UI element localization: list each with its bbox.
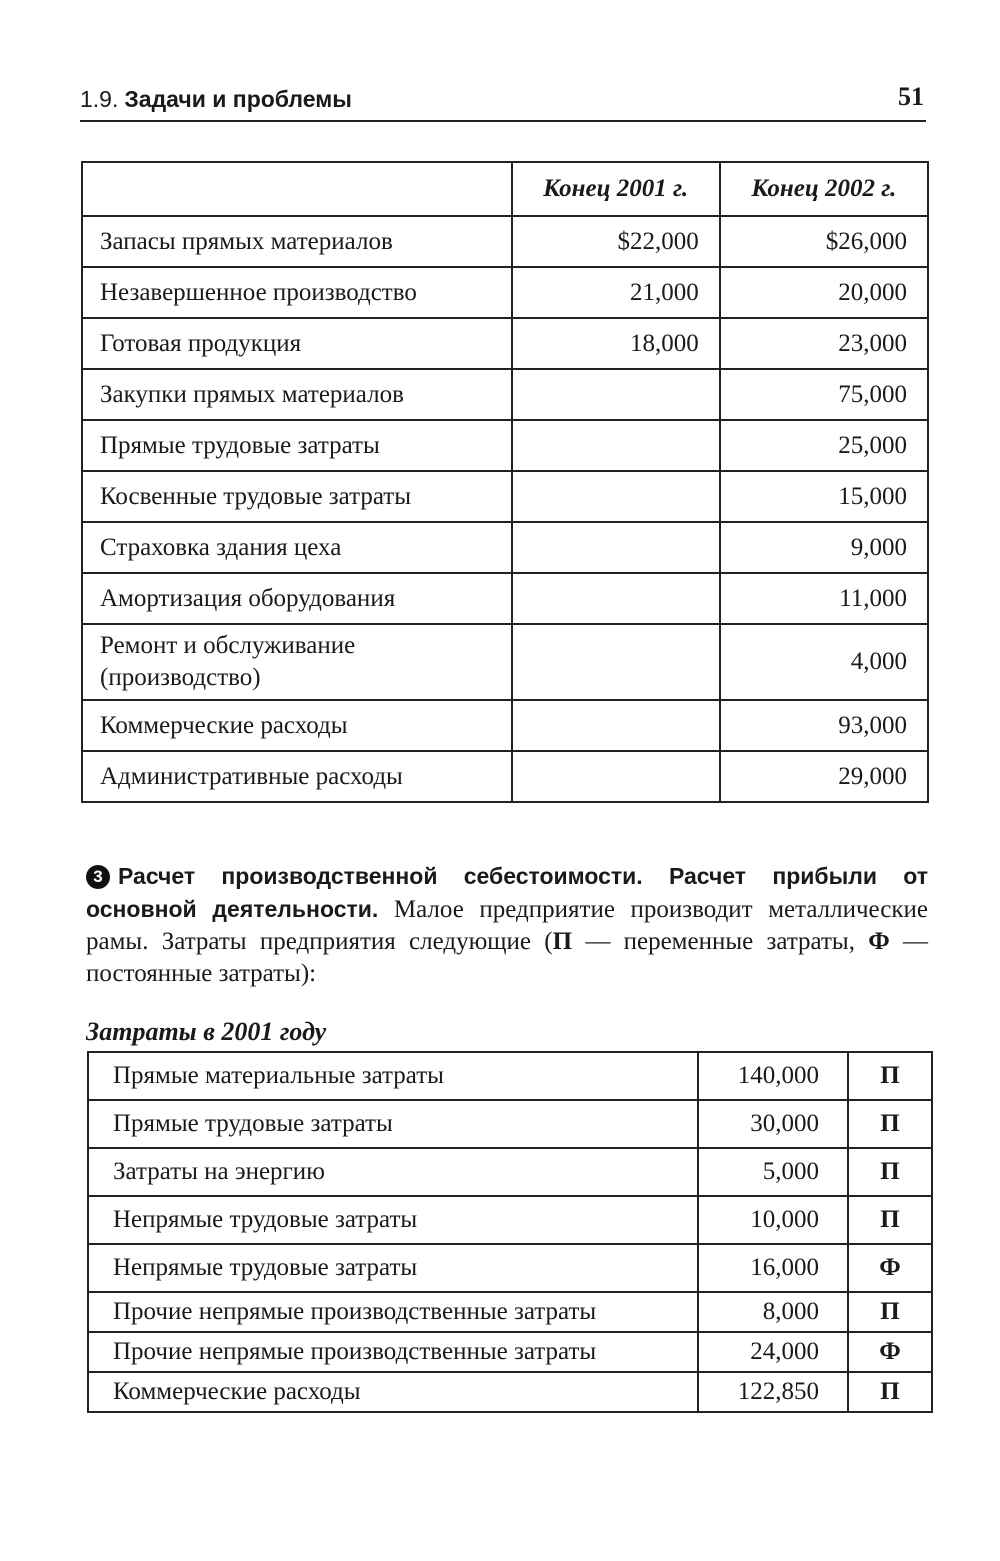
problem-text-2: — переменные затраты, bbox=[572, 928, 869, 955]
value-2001: 18,000 bbox=[512, 318, 720, 369]
cost-type: П bbox=[848, 1372, 932, 1412]
row-label: Запасы прямых материалов bbox=[82, 216, 512, 267]
table-row bbox=[88, 1052, 932, 1100]
cost-type: Ф bbox=[848, 1244, 932, 1292]
cost-label: Непрямые трудовые затраты bbox=[88, 1244, 698, 1292]
row-label: Страховка здания цеха bbox=[82, 522, 512, 573]
table-row bbox=[82, 369, 928, 420]
row-label-line1: Ремонт и обслуживание bbox=[100, 632, 356, 659]
running-header bbox=[80, 84, 926, 122]
value-2002: 93,000 bbox=[720, 700, 928, 751]
table-row bbox=[88, 1244, 932, 1292]
table-row bbox=[82, 420, 928, 471]
table-caption: Затраты в 2001 году bbox=[86, 1017, 327, 1046]
row-label: Готовая продукция bbox=[82, 318, 512, 369]
cost-type: П bbox=[848, 1148, 932, 1196]
table-row bbox=[82, 471, 928, 522]
value-2002: 11,000 bbox=[720, 573, 928, 624]
table-row bbox=[82, 522, 928, 573]
value-2002: 20,000 bbox=[720, 267, 928, 318]
value-2001 bbox=[512, 471, 720, 522]
value-2002: 29,000 bbox=[720, 751, 928, 802]
column-header-2001: Конец 2001 г. bbox=[512, 162, 720, 216]
cost-value: 16,000 bbox=[698, 1244, 848, 1292]
page-number: 51 bbox=[898, 82, 924, 111]
row-label: Прямые трудовые затраты bbox=[82, 420, 512, 471]
cost-value: 5,000 bbox=[698, 1148, 848, 1196]
value-2001: 21,000 bbox=[512, 267, 720, 318]
value-2002: $26,000 bbox=[720, 216, 928, 267]
problem-text-1: Малое предприятие производит металлические рамы. Затраты предприятия следующие ( bbox=[86, 896, 928, 955]
row-label: Косвенные трудовые затраты bbox=[82, 471, 512, 522]
fixed-cost-letter: Ф bbox=[868, 928, 890, 955]
cost-value: 30,000 bbox=[698, 1100, 848, 1148]
table-row bbox=[82, 267, 928, 318]
value-2001 bbox=[512, 751, 720, 802]
cost-label: Прямые материальные затраты bbox=[88, 1052, 698, 1100]
value-2002: 4,000 bbox=[720, 624, 928, 700]
problem-text-3: — постоянные затраты): bbox=[86, 928, 928, 987]
problem-statement bbox=[86, 860, 928, 990]
section-number: 1.9. bbox=[80, 86, 119, 112]
cost-label: Прочие непрямые производственные затраты bbox=[88, 1292, 698, 1332]
row-label bbox=[82, 624, 512, 700]
row-label: Коммерческие расходы bbox=[82, 700, 512, 751]
table-row bbox=[82, 216, 928, 267]
value-2002: 23,000 bbox=[720, 318, 928, 369]
cost-type: Ф bbox=[848, 1332, 932, 1372]
cost-type: П bbox=[848, 1100, 932, 1148]
cost-label: Прямые трудовые затраты bbox=[88, 1100, 698, 1148]
problem-heading: Расчет производственной себестоимости. Расчет прибыли от основной деятельности. bbox=[86, 863, 928, 922]
value-2001 bbox=[512, 624, 720, 700]
table-row bbox=[88, 1100, 932, 1148]
cost-value: 10,000 bbox=[698, 1196, 848, 1244]
problem-number-badge: 3 bbox=[86, 865, 110, 889]
value-2001 bbox=[512, 700, 720, 751]
cost-value: 140,000 bbox=[698, 1052, 848, 1100]
table-row bbox=[88, 1148, 932, 1196]
cost-value: 8,000 bbox=[698, 1292, 848, 1332]
cost-value: 24,000 bbox=[698, 1332, 848, 1372]
section-title: Задачи и проблемы bbox=[124, 86, 352, 112]
column-header-2002: Конец 2002 г. bbox=[720, 162, 928, 216]
cost-type: П bbox=[848, 1196, 932, 1244]
cost-label: Коммерческие расходы bbox=[88, 1372, 698, 1412]
table-header-row bbox=[82, 162, 928, 216]
table-row bbox=[82, 700, 928, 751]
value-2001 bbox=[512, 522, 720, 573]
value-2002: 25,000 bbox=[720, 420, 928, 471]
row-label: Амортизация оборудования bbox=[82, 573, 512, 624]
table-row bbox=[82, 573, 928, 624]
value-2001 bbox=[512, 573, 720, 624]
value-2001 bbox=[512, 420, 720, 471]
value-2001: $22,000 bbox=[512, 216, 720, 267]
row-label: Незавершенное производство bbox=[82, 267, 512, 318]
cost-label: Затраты на энергию bbox=[88, 1148, 698, 1196]
cost-label: Непрямые трудовые затраты bbox=[88, 1196, 698, 1244]
row-label: Закупки прямых материалов bbox=[82, 369, 512, 420]
cost-value: 122,850 bbox=[698, 1372, 848, 1412]
table-row bbox=[88, 1332, 932, 1372]
header-title bbox=[80, 86, 352, 113]
table-row bbox=[82, 624, 928, 700]
cost-label: Прочие непрямые производственные затраты bbox=[88, 1332, 698, 1372]
table-row bbox=[88, 1196, 932, 1244]
column-header-empty bbox=[82, 162, 512, 216]
row-label: Административные расходы bbox=[82, 751, 512, 802]
value-2002: 75,000 bbox=[720, 369, 928, 420]
costs-2001-table bbox=[87, 1051, 933, 1413]
cost-type: П bbox=[848, 1292, 932, 1332]
value-2002: 15,000 bbox=[720, 471, 928, 522]
cost-type: П bbox=[848, 1052, 932, 1100]
inventory-costs-table bbox=[81, 161, 929, 803]
row-label-line2: (производство) bbox=[100, 664, 261, 691]
table-row bbox=[88, 1372, 932, 1412]
variable-cost-letter: П bbox=[552, 928, 573, 955]
table-row bbox=[82, 751, 928, 802]
table-row bbox=[82, 318, 928, 369]
value-2001 bbox=[512, 369, 720, 420]
table-row bbox=[88, 1292, 932, 1332]
value-2002: 9,000 bbox=[720, 522, 928, 573]
